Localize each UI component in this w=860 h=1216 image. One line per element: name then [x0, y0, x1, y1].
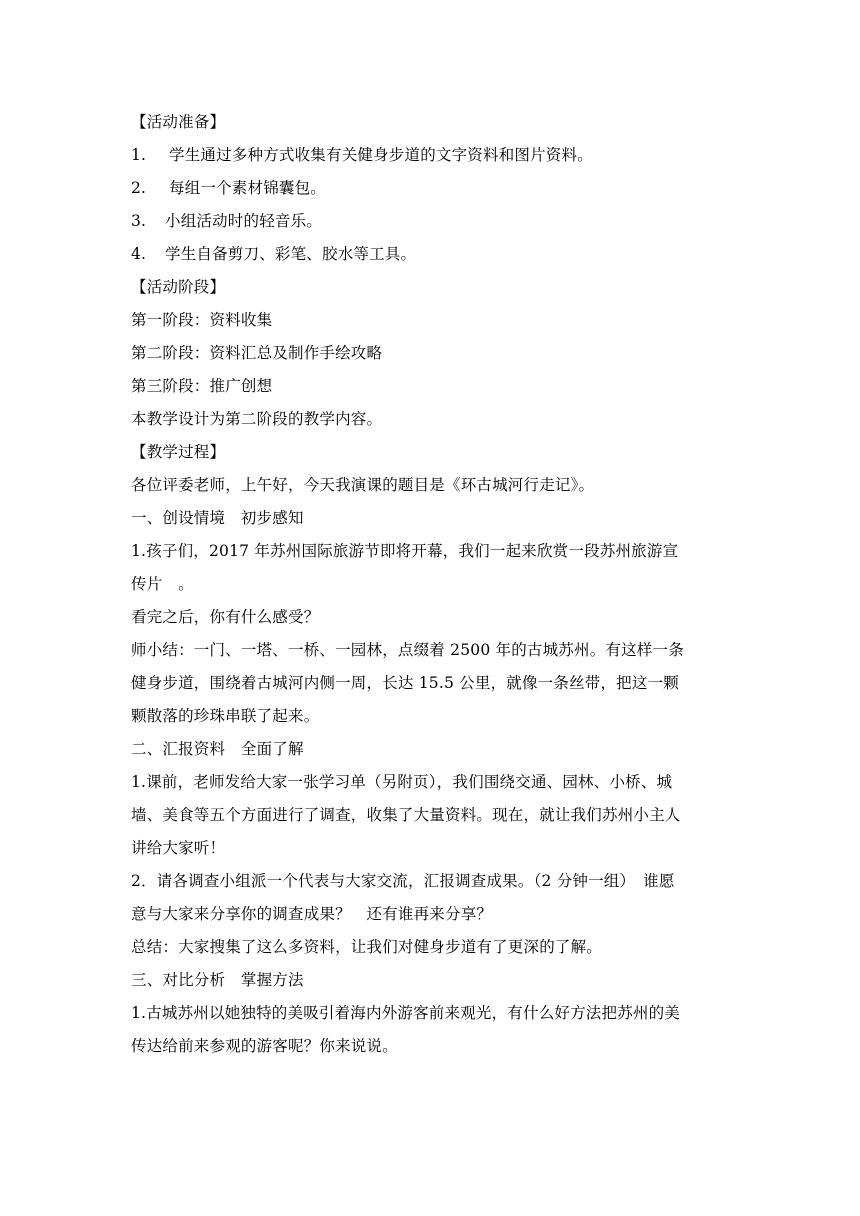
- section-heading-process: 【教学过程】: [131, 443, 226, 461]
- stage-line-1: 第一阶段：资料收集: [131, 311, 273, 329]
- intro-paragraph: 各位评委老师，上午好，今天我演课的题目是《环古城河行走记》。: [131, 476, 595, 494]
- part-1-title: 一、创设情境 初步感知: [131, 509, 304, 527]
- list-item-number: 3.: [131, 212, 147, 230]
- paragraph-line: 看完之后，你有什么感受？: [131, 608, 320, 626]
- paragraph-line: 1.课前，老师发给大家一张学习单（另附页），我们围绕交通、园林、小桥、城: [131, 773, 673, 791]
- paragraph-line: 传片 。: [131, 575, 194, 593]
- paragraph-line: 师小结：一门、一塔、一桥、一园林，点缀着 2500 年的古城苏州。有这样一条: [131, 641, 684, 659]
- list-item: [131, 139, 731, 172]
- stage-note: 本教学设计为第二阶段的教学内容。: [131, 410, 383, 428]
- paragraph-line: 颗散落的珍珠串联了起来。: [131, 707, 320, 725]
- paragraph-line: 传达给前来参观的游客呢？你来说说。: [131, 1037, 398, 1055]
- paragraph-line: 讲给大家听！: [131, 839, 226, 857]
- list-item: [131, 172, 731, 205]
- paragraph-line: 意与大家来分享你的调查成果？ 还有谁再来分享？: [131, 905, 493, 923]
- stage-line-3: 第三阶段：推广创想: [131, 377, 273, 395]
- paragraph-line: 1.古城苏州以她独特的美吸引着海内外游客前来观光，有什么好方法把苏州的美: [131, 1004, 680, 1022]
- list-item: [131, 205, 731, 238]
- list-item-number: 1.: [131, 146, 147, 164]
- list-item-number: 4.: [131, 245, 147, 263]
- section-heading-preparation: 【活动准备】: [131, 113, 226, 131]
- part-3-title: 三、对比分析 掌握方法: [131, 971, 304, 989]
- list-item-number: 2.: [131, 179, 147, 197]
- paragraph-line: 墙、美食等五个方面进行了调查，收集了大量资料。现在，就让我们苏州小主人: [131, 806, 681, 824]
- list-item-text: 小组活动时的轻音乐。: [165, 212, 323, 230]
- section-heading-stages: 【活动阶段】: [131, 278, 226, 296]
- paragraph-line: 健身步道，围绕着古城河内侧一周，长达 15.5 公里，就像一条丝带，把这一颗: [131, 674, 679, 692]
- list-item: [131, 238, 731, 271]
- list-item-text: 学生通过多种方式收集有关健身步道的文字资料和图片资料。: [169, 146, 593, 164]
- list-item-text: 学生自备剪刀、彩笔、胶水等工具。: [165, 245, 417, 263]
- part-2-title: 二、汇报资料 全面了解: [131, 740, 304, 758]
- list-item-text: 每组一个素材锦囊包。: [169, 179, 327, 197]
- document-body: [131, 106, 731, 1063]
- paragraph-line: 2．请各调查小组派一个代表与大家交流，汇报调查成果。（2 分钟一组） 谁愿: [131, 872, 675, 890]
- paragraph-line: 总结：大家搜集了这么多资料，让我们对健身步道有了更深的了解。: [131, 938, 603, 956]
- stage-line-2: 第二阶段：资料汇总及制作手绘攻略: [131, 344, 383, 362]
- paragraph-line: 1.孩子们，2017 年苏州国际旅游节即将开幕，我们一起来欣赏一段苏州旅游宣: [131, 542, 679, 560]
